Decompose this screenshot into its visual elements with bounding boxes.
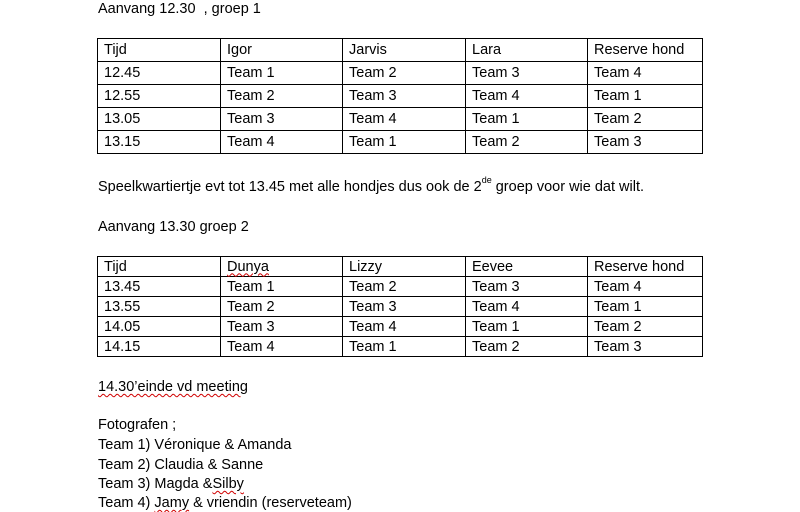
table-row [98,108,703,131]
photographer-team-4 [98,494,352,512]
group2-heading: Aanvang 13.30 groep 2 [98,219,249,235]
team4-prefix: Team 4) [98,495,155,511]
photographer-team-2: Team 2) Claudia & Sanne [98,457,264,473]
team-cell: Team 1 [221,277,343,297]
group1-schedule-table [97,38,703,154]
play-note-text-end: groep voor wie dat wilt. [491,179,645,195]
header-cell-reserve: Reserve hond [588,257,703,277]
team-cell: Team 1 [588,85,703,108]
table-header-row [98,257,703,277]
team-cell: Team 4 [221,131,343,154]
header-cell-reserve: Reserve hond [588,39,703,62]
team-cell: Team 4 [343,108,466,131]
header-cell-time: Tijd [98,257,221,277]
team3-name-spellcheck: Silby [212,476,244,492]
team4-name-spellcheck: Jamy [154,495,190,511]
group2-schedule-table [97,256,703,357]
team-cell: Team 4 [466,297,588,317]
team-cell: Team 3 [221,108,343,131]
header-cell-dog [221,257,343,277]
header-cell-dog: Igor [221,39,343,62]
time-cell: 12.45 [98,62,221,85]
team-cell: Team 3 [343,297,466,317]
table-row [98,62,703,85]
team-cell: Team 1 [588,297,703,317]
time-cell: 12.55 [98,85,221,108]
time-cell: 13.05 [98,108,221,131]
header-cell-time: Tijd [98,39,221,62]
team-cell: Team 2 [221,297,343,317]
team-cell: Team 3 [466,277,588,297]
table-row [98,85,703,108]
table-row [98,297,703,317]
photographers-heading: Fotografen ; [98,417,177,433]
team-cell: Team 3 [466,62,588,85]
team-cell: Team 1 [343,337,466,357]
play-note-text: Speelkwartiertje evt tot 13.45 met alle hondjes dus ook de 2 [98,179,482,195]
team-cell: Team 4 [588,62,703,85]
team-cell: Team 1 [343,131,466,154]
team-cell: Team 1 [221,62,343,85]
header-cell-dog: Eevee [466,257,588,277]
team-cell: Team 4 [221,337,343,357]
team-cell: Team 3 [343,85,466,108]
team-cell: Team 4 [343,317,466,337]
time-cell: 14.15 [98,337,221,357]
team-cell: Team 4 [466,85,588,108]
team-cell: Team 1 [466,317,588,337]
team-cell: Team 2 [466,131,588,154]
team-cell: Team 2 [343,277,466,297]
group1-heading: Aanvang 12.30 , groep 1 [98,1,261,17]
table-row [98,337,703,357]
team-cell: Team 3 [221,317,343,337]
table-row [98,131,703,154]
header-cell-dog: Lizzy [343,257,466,277]
team4-suffix: & vriendin (reserveteam) [189,495,352,511]
play-note-superscript: de [481,175,492,186]
time-cell: 13.55 [98,297,221,317]
table-row [98,277,703,297]
header-cell-dog: Jarvis [343,39,466,62]
time-cell: 14.05 [98,317,221,337]
team3-prefix: Team 3) Magda & [98,476,213,492]
table-header-row [98,39,703,62]
team-cell: Team 1 [466,108,588,131]
time-cell: 13.15 [98,131,221,154]
team-cell: Team 3 [588,131,703,154]
team-cell: Team 4 [588,277,703,297]
team-cell: Team 2 [588,317,703,337]
table-row [98,317,703,337]
time-cell: 13.45 [98,277,221,297]
team-cell: Team 3 [588,337,703,357]
play-time-note [98,175,645,196]
team-cell: Team 2 [343,62,466,85]
end-of-meeting-note [98,378,248,396]
header-cell-dog: Lara [466,39,588,62]
photographer-team-3 [98,475,244,493]
team-cell: Team 2 [588,108,703,131]
team-cell: Team 2 [466,337,588,357]
photographer-team-1: Team 1) Véronique & Amanda [98,437,292,453]
dog-name-spellcheck: Dunya [227,258,269,275]
team-cell: Team 2 [221,85,343,108]
end-note-text: 14.30’einde vd meeting [98,379,248,395]
